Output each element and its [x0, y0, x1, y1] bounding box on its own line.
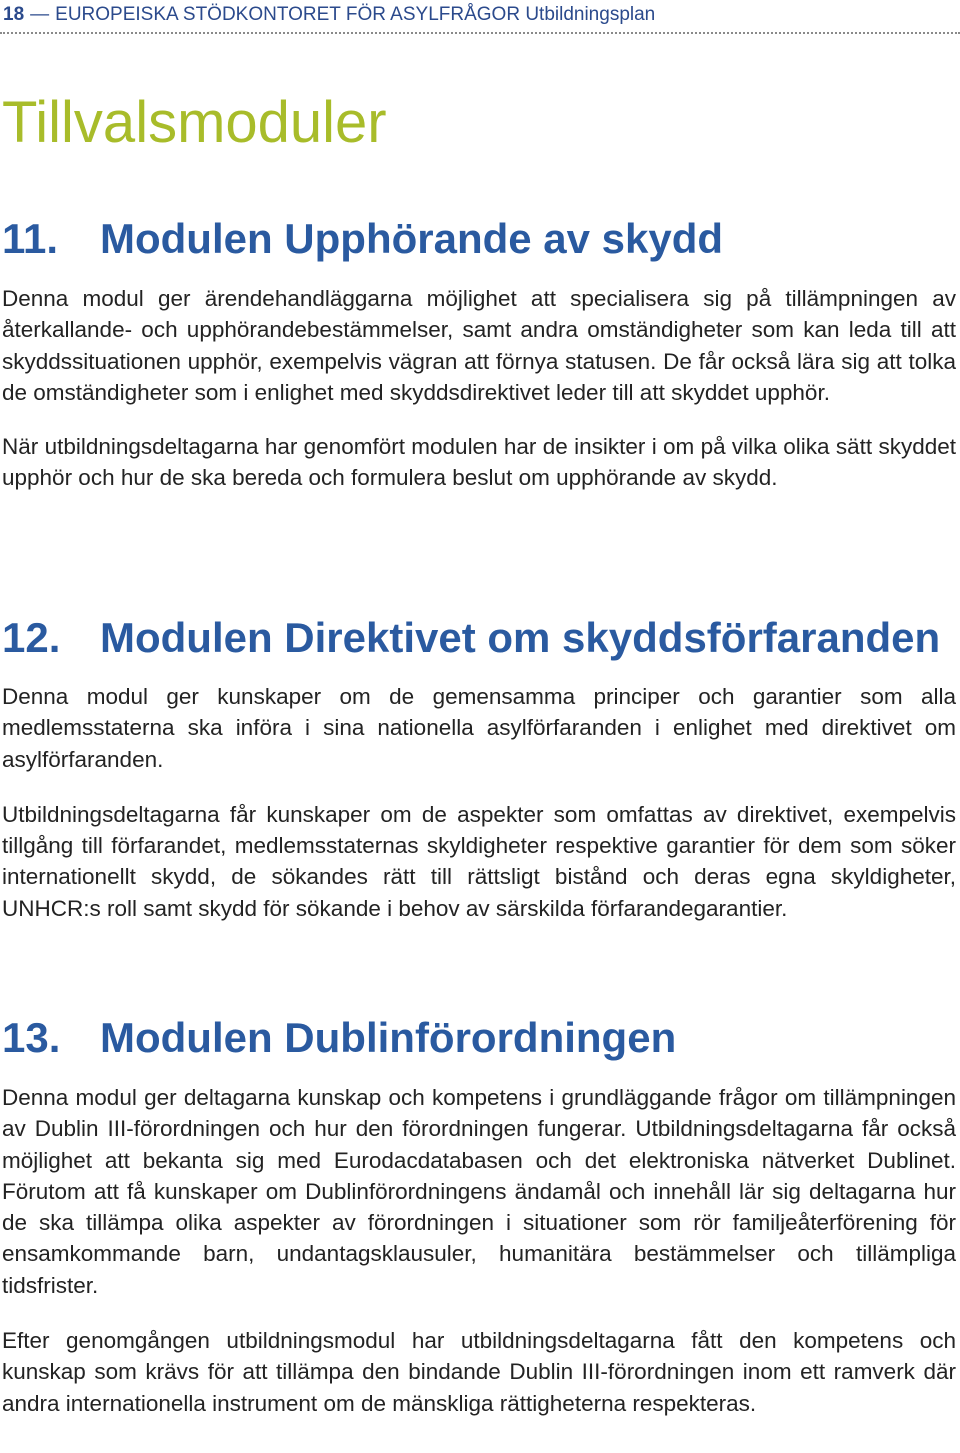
running-header [0, 0, 960, 34]
module-11-heading [2, 215, 956, 264]
module-number: 11. [2, 215, 59, 262]
module-12-section [2, 614, 956, 924]
header-separator: — [30, 4, 50, 25]
module-title: Modulen Dublinförordningen [100, 1014, 677, 1061]
chapter-title: Tillvalsmoduler [2, 90, 387, 155]
module-12-heading [2, 614, 956, 663]
module-12-paragraph-2: Utbildningsdeltagarna får kunskaper om de aspekter som omfattas av direktivet, exempelvis tillgång till förfarandet, medlemsstaternas skyldigheter respektive garantier för dem som söker internationellt skydd, de sökandes rätt till rättsligt bistånd och deras egna skyldigheter, UNHCR:s roll samt skydd för sökande i behov av särskilda förfarandegarantier. [2, 801, 956, 921]
module-13-heading [2, 1014, 956, 1063]
module-11-section [2, 215, 956, 494]
module-title: Modulen Direktivet om skyddsförfaranden [100, 614, 941, 661]
page-number: 18 [3, 4, 25, 25]
module-13-paragraph-1: Denna modul ger deltagarna kunskap och kompetens i grundläggande frågor om tillämpningen av Dublin III-förordningen och hur den förordningen fungerar. Utbildningsdeltagarna får också möjlighet att bekanta sig med Eurodacdatabasen och det elektroniska nätverket Dublinet. Förutom att få kunskaper om Dublinförordningens ändamål och innehåll lär sig deltagarna hur de ska tillämpa olika aspekter av förordningen i situationer som rör familjeåterförening för ensamkommande barn, undantagsklausuler, humanitära bestämmelser och tillämpliga tidsfrister. [2, 1085, 956, 1298]
module-12-paragraph-1: Denna modul ger kunskaper om de gemensamma principer och garantier som alla medlemsstaterna ska införa i sina nationella asylförfaranden i enlighet med direktivet om asylförfaranden. [2, 684, 956, 772]
module-number: 13. [2, 1014, 61, 1061]
running-header-text [3, 4, 655, 26]
document-title: EUROPEISKA STÖDKONTORET FÖR ASYLFRÅGOR Utbildningsplan [55, 4, 656, 25]
module-13-section [2, 1014, 956, 1419]
module-11-paragraph-1: Denna modul ger ärendehandläggarna möjlighet att specialisera sig på tillämpningen av återkallande- och upphörandebestämmelser, samt andra omständigheter som kan leda till att skyddssituationen upphör, exempelvis vägran att förnya statusen. De får också lära sig att tolka de omständigheter som i enlighet med skyddsdirektivet leder till att skyddet upphör. [2, 286, 956, 405]
module-title: Modulen Upphörande av skydd [100, 215, 724, 262]
module-11-paragraph-2: När utbildningsdeltagarna har genomfört modulen har de insikter i om på vilka olika sätt skyddet upphör och hur de ska bereda och formulera beslut om upphörande av skydd. [2, 434, 956, 491]
module-number: 12. [2, 614, 61, 661]
module-13-paragraph-2: Efter genomgången utbildningsmodul har utbildningsdeltagarna fått den kompetens och kunskap som krävs för att tillämpa den bindande Dublin III-förordningen inom ett ramverk där andra internationella instrument om de mänskliga rättigheterna respekteras. [2, 1328, 956, 1416]
